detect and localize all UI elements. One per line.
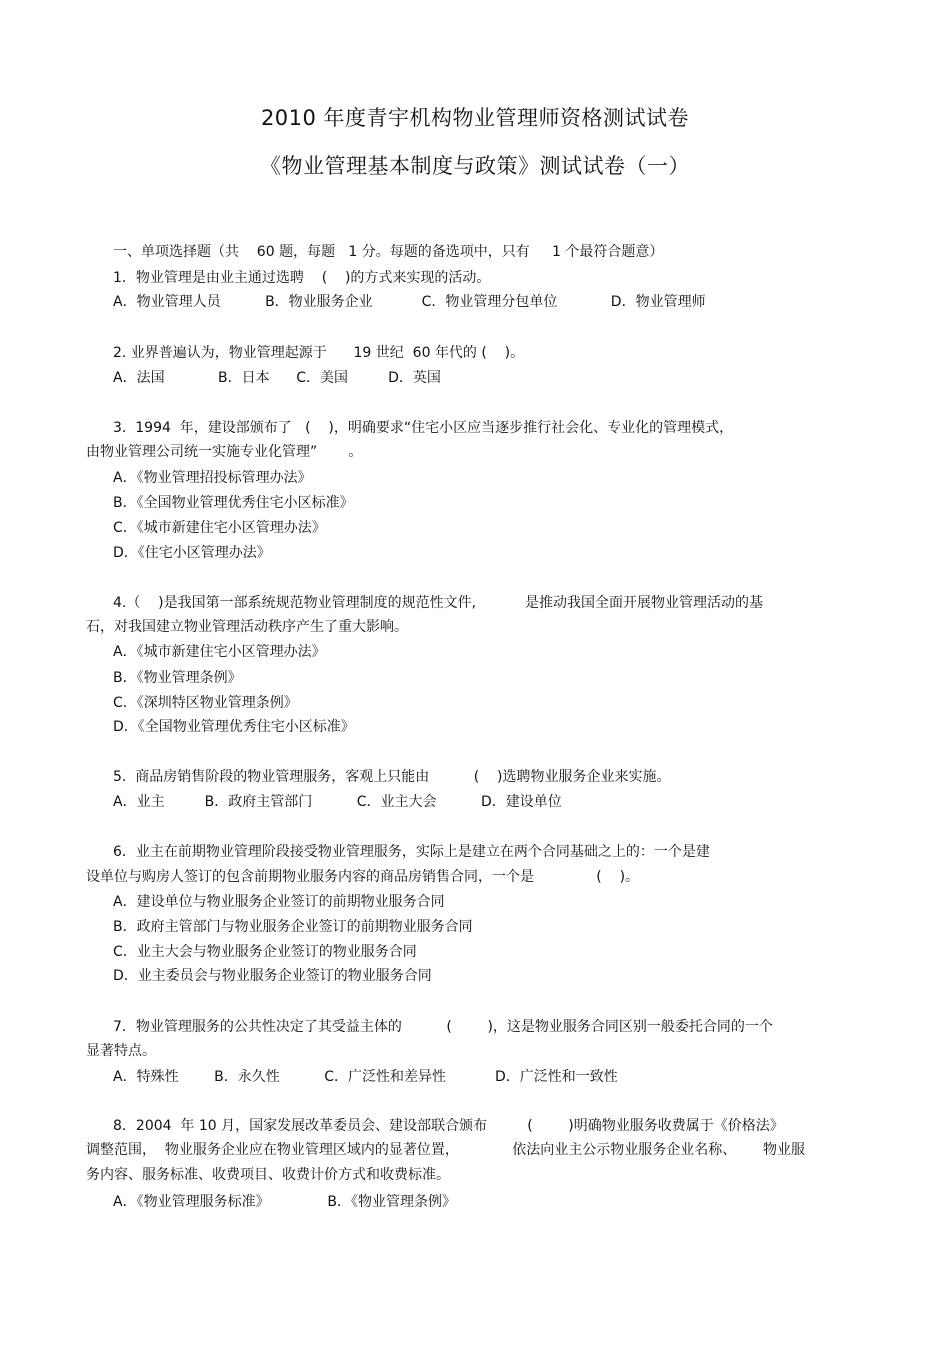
- question-1-stem: 1．物业管理是由业主通过选聘 ( )的方式来实现的活动。: [113, 270, 491, 286]
- question-2-options: A．法国 B．日本 C．美国 D．英国: [113, 370, 441, 386]
- question-6-stem: 6．业主在前期物业管理阶段接受物业管理服务，实际上是建立在两个合同基础之上的：一个是建: [113, 844, 710, 860]
- question-4-option-b: B．《物业管理条例》: [113, 670, 242, 686]
- question-4-option-a: A．《城市新建住宅小区管理办法》: [113, 644, 326, 660]
- question-4-option-c: C．《深圳特区物业管理条例》: [113, 695, 298, 711]
- question-6-option-d: D．业主委员会与物业服务企业签订的物业服务合同: [113, 968, 432, 984]
- question-8-options: A．《物业管理服务标准》 B．《物业管理条例》: [113, 1194, 457, 1210]
- question-5-options: A．业主 B．政府主管部门 C．业主大会 D．建设单位: [113, 794, 562, 810]
- question-8-stem-cont-2: 务内容、服务标准、收费项目、收费计价方式和收费标准。: [86, 1167, 450, 1183]
- question-6-option-c: C．业主大会与物业服务企业签订的物业服务合同: [113, 944, 417, 960]
- question-4-stem-cont: 石，对我国建立物业管理活动秩序产生了重大影响。: [86, 619, 408, 635]
- question-1-options: A．物业管理人员 B．物业服务企业 C．物业管理分包单位 D．物业管理师: [113, 294, 706, 310]
- question-6-stem-cont: 设单位与购房人签订的包含前期物业服务内容的商品房销售合同，一个是 ( )。: [86, 869, 640, 885]
- question-3-stem-cont: 由物业管理公司统一实施专业化管理” 。: [86, 444, 363, 460]
- question-5-stem: 5. 商品房销售阶段的物业管理服务，客观上只能由 ( )选聘物业服务企业来实施。: [113, 769, 671, 785]
- question-3-option-d: D．《住宅小区管理办法》: [113, 545, 271, 561]
- section-heading: 一、单项选择题（共 60 题，每题 1 分。每题的备选项中，只有 1 个最符合题意）: [113, 244, 664, 260]
- exam-title: 2010 年度青宇机构物业管理师资格测试试卷: [260, 106, 690, 130]
- question-8-stem-cont-1: 调整范围， 物业服务企业应在物业管理区域内的显著位置， 依法向业主公示物业服务企业名称、 物业服: [86, 1142, 806, 1158]
- question-8-stem: 8．2004 年 10 月，国家发展改革委员会、建设部联合颁布 ( )明确物业服务收费属于《价格法》: [113, 1118, 784, 1134]
- question-4-stem: 4.（ )是我国第一部系统规范物业管理制度的规范性文件, 是推动我国全面开展物业管理活动的基: [113, 595, 764, 611]
- question-3-option-b: B．《全国物业管理优秀住宅小区标准》: [113, 495, 354, 511]
- question-4-option-d: D．《全国物业管理优秀住宅小区标准》: [113, 719, 355, 735]
- question-2-stem: 2. 业界普遍认为，物业管理起源于 19 世纪 60 年代的 ( )。: [113, 345, 525, 361]
- question-3-option-c: C．《城市新建住宅小区管理办法》: [113, 520, 326, 536]
- question-7-stem-cont: 显著特点。: [86, 1043, 156, 1059]
- question-7-options: A．特殊性 B．永久性 C．广泛性和差异性 D．广泛性和一致性: [113, 1069, 618, 1085]
- question-3-stem: 3. 1994 年，建设部颁布了 ( )，明确要求“住宅小区应当逐步推行社会化、专业化的管理模式，: [113, 420, 734, 436]
- question-7-stem: 7．物业管理服务的公共性决定了其受益主体的 ( )，这是物业服务合同区别一般委托合同的一个: [113, 1019, 773, 1035]
- question-3-option-a: A．《物业管理招投标管理办法》: [113, 470, 312, 486]
- exam-subtitle: 《物业管理基本制度与政策》测试试卷（一）: [260, 154, 690, 178]
- question-6-option-b: B．政府主管部门与物业服务企业签订的前期物业服务合同: [113, 919, 473, 935]
- question-6-option-a: A．建设单位与物业服务企业签订的前期物业服务合同: [113, 894, 445, 910]
